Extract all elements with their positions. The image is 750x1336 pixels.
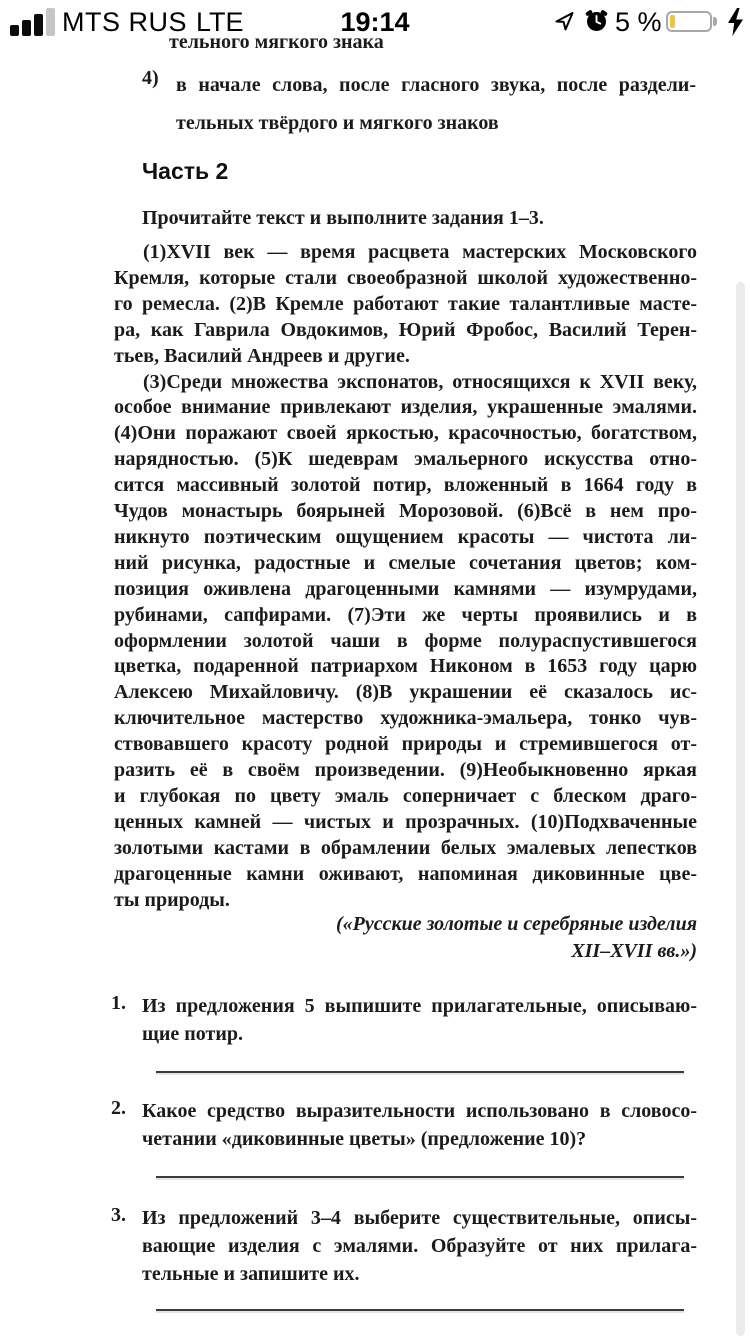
charging-bolt-icon bbox=[726, 7, 745, 37]
carrier-label: MTS RUS bbox=[62, 7, 187, 37]
reading-instruction: Прочитайте текст и выполните задания 1–3. bbox=[142, 207, 544, 229]
page-fragment-line: тельного мягкого знака bbox=[169, 31, 384, 53]
location-arrow-icon bbox=[553, 9, 576, 32]
answer-line-2 bbox=[156, 1176, 684, 1178]
time-label: 19:14 bbox=[340, 7, 410, 37]
scroll-indicator[interactable] bbox=[736, 282, 745, 1336]
option-text: в начале слова, после гласного звука, после раздели- тельных твёрдого и мягкого знаков bbox=[176, 74, 696, 134]
battery-cap bbox=[713, 17, 717, 26]
network-type-label: LTE bbox=[196, 7, 244, 37]
question-1-text: Из предложения 5 выпишите прилагательные, описываю- щие потир. bbox=[142, 995, 697, 1045]
battery-percent-label: 5 % bbox=[615, 7, 662, 37]
part-2-heading: Часть 2 bbox=[142, 158, 229, 184]
passage-attribution: («Русские золотые и серебряные изделия XII–XVII вв.») bbox=[335, 913, 697, 962]
alarm-clock-icon bbox=[584, 8, 609, 33]
question-2-number: 2. bbox=[111, 1097, 126, 1119]
passage-paragraph-1: (1)XVII век — время расцвета мастерских Московского Кремля, которые стали своеобразной школой художественно- го ремесла. (2)В Кремле работают такие талантливые масте- ра, как Гаврила Овдокимов, Юрий Фробос, Василий Терен- тьев, Василий Андреев и другие. bbox=[114, 241, 697, 367]
signal-strength-icon bbox=[10, 8, 58, 36]
question-1-number: 1. bbox=[111, 992, 126, 1014]
battery-fill bbox=[670, 15, 675, 28]
question-3-number: 3. bbox=[111, 1204, 126, 1226]
passage-paragraph-2: (3)Среди множества экспонатов, относящихся к XVII веку, особое внимание привлекают изделия, украшенные эмалями. (4)Они поражают своей яркостью, красочностью, богатством, нарядностью. (5)К шедеврам эмальерного искусства отно- сится массивный золотой потир, вложенный в 1664 году в Чудов монастырь боярыней Морозовой. (6)Всё в нем про- никнуто поэтическим ощущением красоты — чистота ли- ний рисунка, радостные и смелые сочетания цветов; ком- позиция оживлена драгоценными камнями — изумрудами, рубинами, сапфирами. (7)Эти же черты проявились и в оформлении золотой чаши в форме полураспустившегося цветка, подаренной патриархом Никоном в 1653 году царю Алексею Михайловичу. (8)В украшении её сказалось ис- ключительное мастерство художника-эмальера, тонко чув- ствовавшего красоту родной природы и стремившегося от- разить её в своём произведении. (9)Необыкновенно яркая и глубокая по цвету эмаль соперничает с блеском драго- ценных камней — чистых и прозрачных. (10)Подхваченные золотыми кастами в обрамлении белых эмалевых лепестков драгоценные камни оживают, напоминая диковинные цве- ты природы. bbox=[114, 370, 697, 911]
answer-line-1 bbox=[156, 1071, 684, 1073]
question-2-text: Какое средство выразительности использовано в словосо- четании «диковинные цветы» (предложение 10)? bbox=[142, 1100, 697, 1150]
answer-line-3 bbox=[156, 1309, 684, 1311]
question-3-text: Из предложений 3–4 выберите существительные, описы- вающие изделия с эмалями. Образуйте от них прилага- тельные и запишите их. bbox=[142, 1207, 697, 1285]
option-number: 4) bbox=[142, 67, 159, 89]
battery-icon bbox=[666, 11, 712, 32]
